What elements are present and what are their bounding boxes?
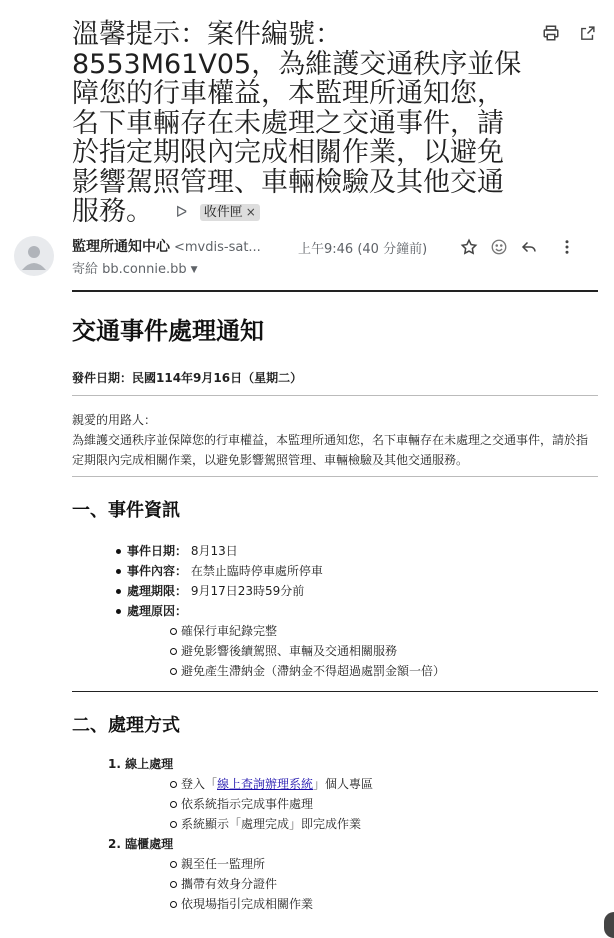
list-item: 事件日期： 8月13日 (72, 541, 598, 561)
remove-label-icon[interactable]: × (245, 205, 256, 219)
greeting: 親愛的用路人： (72, 413, 157, 427)
open-in-new-icon[interactable] (576, 22, 598, 44)
method-counter-title: 2. 臨櫃處理 (108, 837, 174, 851)
recipient-text: 寄給 bb.connie.bb (72, 262, 187, 277)
list-item: 登入「線上查詢辦理系統」個人專區 (72, 774, 598, 794)
sender-email: <mvdis-sat... (174, 240, 261, 255)
list-item: 親至任一監理所 (72, 854, 598, 874)
list-item: 避免影響後續駕照、車輛及交通相關服務 (72, 641, 598, 661)
issued-date: 發件日期：民國114年9月16日（星期二） (72, 371, 303, 385)
chevron-down-icon[interactable]: ▼ (190, 264, 198, 275)
inbox-label-text: 收件匣 (203, 205, 243, 220)
list-item: 依系統指示完成事件處理 (72, 794, 598, 814)
event-info-list (72, 541, 598, 681)
list-item: 確保行車紀錄完整 (72, 621, 598, 641)
intro-paragraph: 為維護交通秩序並保障您的行車權益，本監理所通知您，名下車輛存在未處理之交通事件，請於指定期限內完成相關作業，以避免影響駕照管理、車輛檢驗及其他交通服務。 (72, 433, 589, 467)
floating-action-icon[interactable] (604, 912, 614, 938)
divider (72, 395, 598, 396)
message-timestamp: 上午9:46 (40 分鐘前) (298, 242, 428, 257)
online-system-link[interactable]: 線上查詢辦理系統 (217, 777, 314, 791)
list-item: 系統顯示「處理完成」即完成作業 (72, 814, 598, 834)
list-item: 處理期限： 9月17日23時59分前 (72, 581, 598, 601)
sender-name-text: 監理所通知中心 (72, 239, 170, 255)
email-body (72, 290, 598, 914)
subject-toolbar (540, 22, 598, 44)
section-heading-methods: 二、處理方式 (72, 715, 180, 736)
section-heading-event-info: 一、事件資訊 (72, 500, 180, 521)
reply-icon[interactable] (516, 236, 542, 258)
method-online-title: 1. 線上處理 (108, 757, 174, 771)
list-item: 處理原因： (72, 601, 598, 621)
subject-text: 溫馨提示：案件編號：8553M61V05，為維護交通秩序並保障您的行車權益，本監理所通知您，名下車輛存在未處理之交通事件，請於指定期限內完成相關作業，以避免影響駕照管理、車輛檢驗及其他交通服務。 (72, 19, 522, 227)
list-item: 事件內容： 在禁止臨時停車處所停車 (72, 561, 598, 581)
email-subject (72, 20, 522, 227)
divider (72, 290, 598, 292)
inbox-label-chip[interactable] (200, 204, 260, 221)
print-icon[interactable] (540, 22, 562, 44)
emoji-icon[interactable] (486, 236, 512, 258)
more-icon[interactable] (554, 236, 580, 258)
list-item: 攜帶有效身分證件 (72, 874, 598, 894)
notice-title: 交通事件處理通知 (72, 317, 264, 345)
star-icon[interactable] (456, 236, 482, 258)
message-actions (456, 236, 584, 258)
list-item: 避免產生滯納金（滯納金不得超過處罰金額一倍） (72, 661, 598, 681)
list-item: 依現場指引完成相關作業 (72, 894, 598, 914)
sender-name[interactable] (72, 236, 261, 256)
importance-marker-icon[interactable]: ᐅ (175, 202, 188, 221)
avatar[interactable] (14, 236, 54, 276)
methods-list (72, 754, 598, 914)
recipient-line[interactable] (72, 258, 198, 277)
